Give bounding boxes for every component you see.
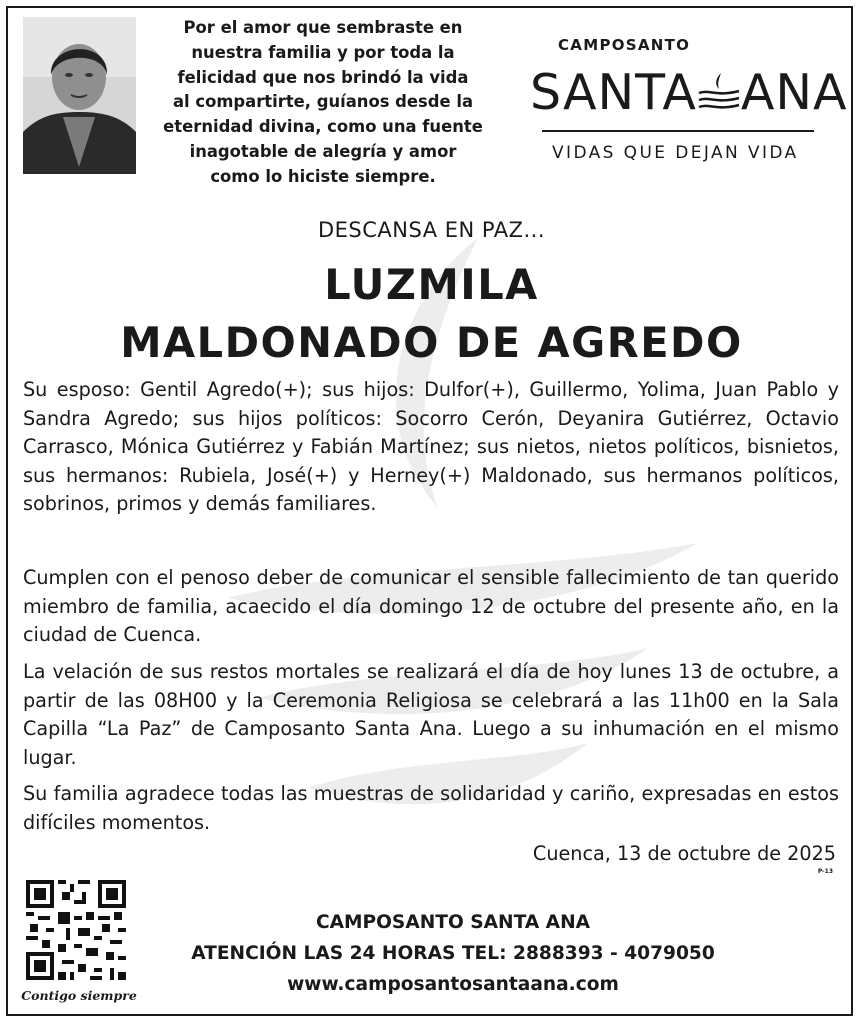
flame-wave-icon: [697, 71, 741, 111]
city-date: Cuenca, 13 de octubre de 2025: [532, 842, 836, 865]
dedication-line: felicidad que nos brindó la vida: [177, 67, 469, 87]
logo-pre-text: CAMPOSANTO: [558, 36, 691, 54]
publication-code: P-13: [817, 868, 833, 875]
logo-wordmark: [530, 64, 848, 121]
footer-phone: ATENCIÓN LAS 24 HORAS TEL: 2888393 - 4079050: [191, 943, 715, 964]
logo-word-left: SANTA: [530, 64, 697, 121]
qr-slogan: Contigo siempre: [21, 988, 137, 1003]
announcement-paragraph: Cumplen con el penoso deber de comunicar el sensible fallecimiento de tan querido miembro de familia, acaecido el día domingo 12 de octubre del presente año, en la ciudad de Cuenca.: [23, 566, 839, 646]
deceased-photo: [23, 17, 136, 174]
qr-code-icon[interactable]: [26, 880, 126, 980]
camposanto-logo: [530, 28, 848, 168]
deceased-last-name: MALDONADO DE AGREDO: [120, 318, 743, 367]
dedication-line: nuestra familia y por toda la: [191, 42, 455, 62]
dedication-line: eternidad divina, como una fuente: [163, 117, 483, 137]
footer-company: CAMPOSANTO SANTA ANA: [315, 912, 591, 933]
dedication-line: al compartirte, guíanos desde la: [172, 92, 474, 112]
obituary-notice: [6, 6, 853, 1016]
ceremony-paragraph: La velación de sus restos mortales se realizará el día de hoy lunes 13 de octubre, a partir de las 08H00 y la Ceremonia Religiosa se celebrará a las 11h00 en la Sala Capilla “La Paz” de Camposanto Santa Ana. Luego a su inhumación en el mismo lugar.: [23, 660, 839, 769]
dedication-text: [148, 16, 498, 190]
logo-tagline: VIDAS QUE DEJAN VIDA: [552, 143, 799, 163]
dedication-line: inagotable de alegría y amor: [189, 141, 457, 161]
dedication-line: como lo hiciste siempre.: [210, 166, 436, 186]
footer-website-link[interactable]: www.camposantosantaana.com: [287, 974, 619, 995]
dedication-line: Por el amor que sembraste en: [183, 18, 463, 37]
portrait-image: [23, 17, 136, 174]
logo-word-right: ANA: [740, 64, 848, 121]
rest-in-peace-heading: DESCANSA EN PAZ...: [317, 218, 546, 242]
family-paragraph: Su esposo: Gentil Agredo(+); sus hijos: Dulfor(+), Guillermo, Yolima, Juan Pablo y Sandra Agredo; sus hijos políticos: Socorro Cerón, Deyanira Gutiérrez, Octavio Carrasco, Mónica Gutiérrez y Fabián Martínez; sus nietos, nietos políticos, bisnietos, sus hermanos: Rubiela, José(+) y Herney(+) Maldonado, sus hermanos políticos, sobrinos, primos y demás familiares.: [23, 378, 839, 515]
deceased-first-name: LUZMILA: [324, 260, 539, 309]
gratitude-paragraph: Su familia agradece todas las muestras de solidaridad y cariño, expresadas en estos difíciles momentos.: [23, 782, 839, 834]
logo-divider: [542, 130, 814, 132]
